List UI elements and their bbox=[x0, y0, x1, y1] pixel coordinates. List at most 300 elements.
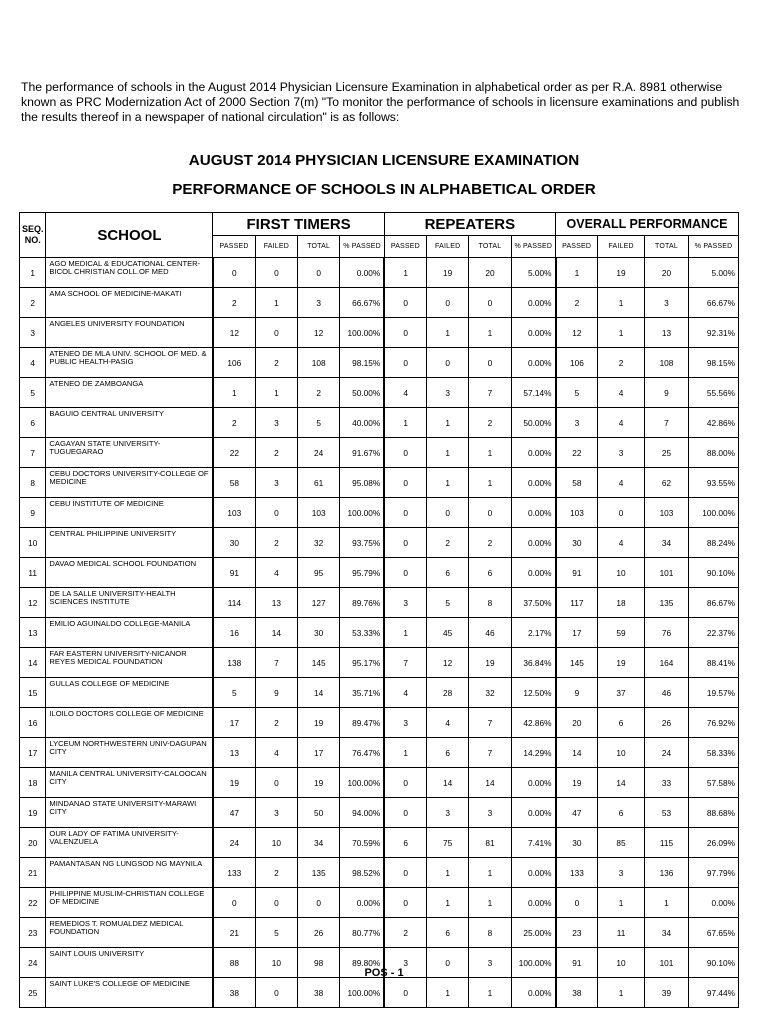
school-cell: DAVAO MEDICAL SCHOOL FOUNDATION bbox=[46, 558, 213, 588]
value-cell: 24 bbox=[298, 438, 340, 468]
seq-cell: 3 bbox=[20, 318, 46, 348]
value-cell: 0 bbox=[384, 528, 426, 558]
value-cell: 95 bbox=[298, 558, 340, 588]
school-cell: BAGUIO CENTRAL UNIVERSITY bbox=[46, 408, 213, 438]
table-row bbox=[20, 528, 739, 558]
value-cell: 59 bbox=[598, 618, 645, 648]
value-cell: 88 bbox=[213, 948, 255, 978]
value-cell: 19 bbox=[598, 258, 645, 288]
value-cell: 19 bbox=[469, 648, 511, 678]
value-cell: 0 bbox=[469, 288, 511, 318]
percent-cell: 88.68% bbox=[689, 798, 739, 828]
value-cell: 45 bbox=[427, 618, 469, 648]
percent-cell: 0.00% bbox=[511, 858, 555, 888]
school-cell: AMA SCHOOL OF MEDICINE-MAKATI bbox=[46, 288, 213, 318]
value-cell: 3 bbox=[427, 378, 469, 408]
value-cell: 3 bbox=[469, 798, 511, 828]
percent-cell: 98.52% bbox=[340, 858, 384, 888]
percent-cell: 89.80% bbox=[340, 948, 384, 978]
value-cell: 135 bbox=[644, 588, 688, 618]
table-row bbox=[20, 318, 739, 348]
percent-cell: 0.00% bbox=[511, 768, 555, 798]
table-row bbox=[20, 408, 739, 438]
value-cell: 6 bbox=[598, 708, 645, 738]
seq-cell: 5 bbox=[20, 378, 46, 408]
value-cell: 5 bbox=[255, 918, 297, 948]
value-cell: 1 bbox=[469, 438, 511, 468]
seq-cell: 23 bbox=[20, 918, 46, 948]
school-header: SCHOOL bbox=[46, 213, 213, 258]
value-cell: 4 bbox=[384, 678, 426, 708]
seq-cell: 1 bbox=[20, 258, 46, 288]
value-cell: 135 bbox=[298, 858, 340, 888]
school-cell: ATENEO DE ZAMBOANGA bbox=[46, 378, 213, 408]
value-cell: 1 bbox=[598, 888, 645, 918]
column-header: % PASSED bbox=[340, 236, 384, 258]
value-cell: 103 bbox=[213, 498, 255, 528]
percent-cell: 100.00% bbox=[340, 318, 384, 348]
seq-cell: 14 bbox=[20, 648, 46, 678]
percent-cell: 76.47% bbox=[340, 738, 384, 768]
value-cell: 106 bbox=[556, 348, 598, 378]
value-cell: 2 bbox=[213, 408, 255, 438]
value-cell: 0 bbox=[213, 258, 255, 288]
value-cell: 0 bbox=[384, 768, 426, 798]
value-cell: 2 bbox=[598, 348, 645, 378]
column-header: % PASSED bbox=[511, 236, 555, 258]
percent-cell: 57.14% bbox=[511, 378, 555, 408]
value-cell: 1 bbox=[427, 468, 469, 498]
school-cell: CAGAYAN STATE UNIVERSITY-TUGUEGARAO bbox=[46, 438, 213, 468]
value-cell: 61 bbox=[298, 468, 340, 498]
value-cell: 62 bbox=[644, 468, 688, 498]
percent-cell: 95.79% bbox=[340, 558, 384, 588]
value-cell: 19 bbox=[213, 768, 255, 798]
value-cell: 22 bbox=[556, 438, 598, 468]
value-cell: 38 bbox=[298, 978, 340, 1008]
value-cell: 46 bbox=[644, 678, 688, 708]
value-cell: 14 bbox=[469, 768, 511, 798]
school-cell: FAR EASTERN UNIVERSITY-NICANOR REYES MEDICAL FOUNDATION bbox=[46, 648, 213, 678]
value-cell: 13 bbox=[213, 738, 255, 768]
value-cell: 0 bbox=[255, 318, 297, 348]
value-cell: 22 bbox=[213, 438, 255, 468]
value-cell: 0 bbox=[556, 888, 598, 918]
overall-performance-header: OVERALL PERFORMANCE bbox=[556, 213, 739, 236]
table-row bbox=[20, 858, 739, 888]
school-cell: GULLAS COLLEGE OF MEDICINE bbox=[46, 678, 213, 708]
value-cell: 3 bbox=[255, 468, 297, 498]
value-cell: 24 bbox=[644, 738, 688, 768]
percent-cell: 97.44% bbox=[689, 978, 739, 1008]
value-cell: 10 bbox=[598, 738, 645, 768]
school-cell: REMEDIOS T. ROMUALDEZ MEDICAL FOUNDATION bbox=[46, 918, 213, 948]
table-row bbox=[20, 708, 739, 738]
column-header: FAILED bbox=[427, 236, 469, 258]
value-cell: 14 bbox=[556, 738, 598, 768]
percent-cell: 0.00% bbox=[511, 978, 555, 1008]
value-cell: 23 bbox=[556, 918, 598, 948]
percent-cell: 93.75% bbox=[340, 528, 384, 558]
value-cell: 0 bbox=[427, 288, 469, 318]
percent-cell: 88.00% bbox=[689, 438, 739, 468]
value-cell: 0 bbox=[384, 978, 426, 1008]
document-subtitle: PERFORMANCE OF SCHOOLS IN ALPHABETICAL ORDER bbox=[172, 181, 596, 198]
table-row bbox=[20, 438, 739, 468]
school-cell: MANILA CENTRAL UNIVERSITY-CALOOCAN CITY bbox=[46, 768, 213, 798]
seq-cell: 11 bbox=[20, 558, 46, 588]
value-cell: 145 bbox=[556, 648, 598, 678]
value-cell: 32 bbox=[469, 678, 511, 708]
value-cell: 20 bbox=[644, 258, 688, 288]
column-header: % PASSED bbox=[689, 236, 739, 258]
value-cell: 1 bbox=[598, 318, 645, 348]
percent-cell: 66.67% bbox=[340, 288, 384, 318]
value-cell: 10 bbox=[598, 948, 645, 978]
value-cell: 2 bbox=[213, 288, 255, 318]
value-cell: 2 bbox=[469, 528, 511, 558]
seq-cell: 8 bbox=[20, 468, 46, 498]
percent-cell: 0.00% bbox=[340, 258, 384, 288]
column-header: FAILED bbox=[255, 236, 297, 258]
percent-cell: 2.17% bbox=[511, 618, 555, 648]
value-cell: 1 bbox=[427, 408, 469, 438]
seq-cell: 15 bbox=[20, 678, 46, 708]
seq-cell: 6 bbox=[20, 408, 46, 438]
value-cell: 34 bbox=[644, 918, 688, 948]
value-cell: 26 bbox=[644, 708, 688, 738]
intro-paragraph: The performance of schools in the August 2014 Physician Licensure Examination in alphabetical order as per R.A. 8981 otherwise known as PRC Modernization Act of 2000 Section 7(m) "To monitor the performance of schools in licensure examinations and publish the results thereof in a newspaper of national circulation" is as follows: bbox=[21, 80, 740, 124]
value-cell: 2 bbox=[255, 708, 297, 738]
percent-cell: 35.71% bbox=[340, 678, 384, 708]
value-cell: 50 bbox=[298, 798, 340, 828]
percent-cell: 0.00% bbox=[511, 318, 555, 348]
table-row bbox=[20, 588, 739, 618]
value-cell: 58 bbox=[556, 468, 598, 498]
table-row bbox=[20, 798, 739, 828]
value-cell: 0 bbox=[427, 348, 469, 378]
percent-cell: 80.77% bbox=[340, 918, 384, 948]
value-cell: 4 bbox=[598, 468, 645, 498]
seq-cell: 24 bbox=[20, 948, 46, 978]
value-cell: 10 bbox=[255, 828, 297, 858]
value-cell: 6 bbox=[598, 798, 645, 828]
school-cell: DE LA SALLE UNIVERSITY-HEALTH SCIENCES INSTITUTE bbox=[46, 588, 213, 618]
percent-cell: 0.00% bbox=[511, 558, 555, 588]
value-cell: 98 bbox=[298, 948, 340, 978]
value-cell: 46 bbox=[469, 618, 511, 648]
value-cell: 1 bbox=[427, 318, 469, 348]
value-cell: 103 bbox=[644, 498, 688, 528]
percent-cell: 90.10% bbox=[689, 948, 739, 978]
value-cell: 33 bbox=[644, 768, 688, 798]
value-cell: 115 bbox=[644, 828, 688, 858]
school-cell: CEBU INSTITUTE OF MEDICINE bbox=[46, 498, 213, 528]
table-row bbox=[20, 288, 739, 318]
value-cell: 20 bbox=[469, 258, 511, 288]
value-cell: 0 bbox=[598, 498, 645, 528]
value-cell: 6 bbox=[384, 828, 426, 858]
school-cell: EMILIO AGUINALDO COLLEGE-MANILA bbox=[46, 618, 213, 648]
table-row bbox=[20, 618, 739, 648]
value-cell: 3 bbox=[384, 708, 426, 738]
percent-cell: 58.33% bbox=[689, 738, 739, 768]
value-cell: 19 bbox=[556, 768, 598, 798]
value-cell: 5 bbox=[213, 678, 255, 708]
percent-cell: 12.50% bbox=[511, 678, 555, 708]
value-cell: 30 bbox=[298, 618, 340, 648]
percent-cell: 42.86% bbox=[689, 408, 739, 438]
percent-cell: 5.00% bbox=[511, 258, 555, 288]
value-cell: 6 bbox=[427, 558, 469, 588]
value-cell: 3 bbox=[255, 798, 297, 828]
value-cell: 0 bbox=[384, 348, 426, 378]
value-cell: 17 bbox=[213, 708, 255, 738]
school-cell: OUR LADY OF FATIMA UNIVERSITY-VALENZUELA bbox=[46, 828, 213, 858]
value-cell: 0 bbox=[384, 498, 426, 528]
value-cell: 133 bbox=[556, 858, 598, 888]
percent-cell: 95.08% bbox=[340, 468, 384, 498]
value-cell: 2 bbox=[427, 528, 469, 558]
column-header: FAILED bbox=[598, 236, 645, 258]
table-body bbox=[20, 258, 739, 1008]
value-cell: 0 bbox=[427, 948, 469, 978]
value-cell: 1 bbox=[644, 888, 688, 918]
value-cell: 1 bbox=[384, 258, 426, 288]
value-cell: 3 bbox=[255, 408, 297, 438]
value-cell: 19 bbox=[298, 768, 340, 798]
value-cell: 8 bbox=[469, 918, 511, 948]
value-cell: 0 bbox=[298, 258, 340, 288]
seq-cell: 18 bbox=[20, 768, 46, 798]
value-cell: 1 bbox=[469, 858, 511, 888]
percent-cell: 91.67% bbox=[340, 438, 384, 468]
percent-cell: 100.00% bbox=[689, 498, 739, 528]
school-cell: AGO MEDICAL & EDUCATIONAL CENTER-BICOL CHRISTIAN COLL.OF MED bbox=[46, 258, 213, 288]
value-cell: 5 bbox=[298, 408, 340, 438]
percent-cell: 36.84% bbox=[511, 648, 555, 678]
percent-cell: 55.56% bbox=[689, 378, 739, 408]
value-cell: 0 bbox=[298, 888, 340, 918]
value-cell: 37 bbox=[598, 678, 645, 708]
value-cell: 19 bbox=[427, 258, 469, 288]
school-cell: ATENEO DE MLA UNIV. SCHOOL OF MED. & PUBLIC HEALTH-PASIG bbox=[46, 348, 213, 378]
first-timers-header: FIRST TIMERS bbox=[213, 213, 384, 236]
value-cell: 76 bbox=[644, 618, 688, 648]
percent-cell: 50.00% bbox=[511, 408, 555, 438]
percent-cell: 98.15% bbox=[340, 348, 384, 378]
value-cell: 2 bbox=[469, 408, 511, 438]
table-row bbox=[20, 558, 739, 588]
value-cell: 8 bbox=[469, 588, 511, 618]
value-cell: 0 bbox=[255, 258, 297, 288]
percent-cell: 93.55% bbox=[689, 468, 739, 498]
value-cell: 39 bbox=[644, 978, 688, 1008]
value-cell: 4 bbox=[598, 378, 645, 408]
percent-cell: 25.00% bbox=[511, 918, 555, 948]
value-cell: 1 bbox=[598, 288, 645, 318]
value-cell: 127 bbox=[298, 588, 340, 618]
value-cell: 1 bbox=[427, 978, 469, 1008]
column-header: TOTAL bbox=[469, 236, 511, 258]
column-header: PASSED bbox=[556, 236, 598, 258]
school-cell: ILOILO DOCTORS COLLEGE OF MEDICINE bbox=[46, 708, 213, 738]
value-cell: 3 bbox=[598, 858, 645, 888]
percent-cell: 0.00% bbox=[689, 888, 739, 918]
seq-cell: 9 bbox=[20, 498, 46, 528]
value-cell: 2 bbox=[255, 528, 297, 558]
value-cell: 26 bbox=[298, 918, 340, 948]
value-cell: 25 bbox=[644, 438, 688, 468]
value-cell: 4 bbox=[598, 408, 645, 438]
percent-cell: 90.10% bbox=[689, 558, 739, 588]
value-cell: 1 bbox=[469, 318, 511, 348]
value-cell: 19 bbox=[298, 708, 340, 738]
percent-cell: 5.00% bbox=[689, 258, 739, 288]
percent-cell: 22.37% bbox=[689, 618, 739, 648]
value-cell: 10 bbox=[255, 948, 297, 978]
table-row bbox=[20, 378, 739, 408]
value-cell: 4 bbox=[598, 528, 645, 558]
value-cell: 75 bbox=[427, 828, 469, 858]
value-cell: 4 bbox=[255, 738, 297, 768]
value-cell: 103 bbox=[556, 498, 598, 528]
percent-cell: 70.59% bbox=[340, 828, 384, 858]
seq-cell: 2 bbox=[20, 288, 46, 318]
value-cell: 114 bbox=[213, 588, 255, 618]
value-cell: 7 bbox=[469, 378, 511, 408]
value-cell: 12 bbox=[213, 318, 255, 348]
value-cell: 1 bbox=[598, 978, 645, 1008]
value-cell: 20 bbox=[556, 708, 598, 738]
percent-cell: 89.76% bbox=[340, 588, 384, 618]
value-cell: 32 bbox=[298, 528, 340, 558]
value-cell: 58 bbox=[213, 468, 255, 498]
value-cell: 9 bbox=[556, 678, 598, 708]
school-cell: MINDANAO STATE UNIVERSITY-MARAWI CITY bbox=[46, 798, 213, 828]
value-cell: 21 bbox=[213, 918, 255, 948]
value-cell: 1 bbox=[427, 858, 469, 888]
value-cell: 12 bbox=[556, 318, 598, 348]
seq-cell: 20 bbox=[20, 828, 46, 858]
group-header-row bbox=[20, 213, 739, 236]
percent-cell: 95.17% bbox=[340, 648, 384, 678]
value-cell: 101 bbox=[644, 948, 688, 978]
value-cell: 1 bbox=[255, 288, 297, 318]
value-cell: 85 bbox=[598, 828, 645, 858]
value-cell: 3 bbox=[384, 948, 426, 978]
table-row bbox=[20, 828, 739, 858]
seq-cell: 10 bbox=[20, 528, 46, 558]
value-cell: 14 bbox=[598, 768, 645, 798]
value-cell: 2 bbox=[384, 918, 426, 948]
value-cell: 1 bbox=[255, 378, 297, 408]
seq-cell: 16 bbox=[20, 708, 46, 738]
value-cell: 17 bbox=[298, 738, 340, 768]
value-cell: 1 bbox=[556, 258, 598, 288]
percent-cell: 88.41% bbox=[689, 648, 739, 678]
school-cell: PHILIPPINE MUSLIM-CHRISTIAN COLLEGE OF MEDICINE bbox=[46, 888, 213, 918]
percent-cell: 37.50% bbox=[511, 588, 555, 618]
seq-cell: 12 bbox=[20, 588, 46, 618]
percent-cell: 40.00% bbox=[340, 408, 384, 438]
percent-cell: 98.15% bbox=[689, 348, 739, 378]
percent-cell: 53.33% bbox=[340, 618, 384, 648]
percent-cell: 100.00% bbox=[340, 498, 384, 528]
value-cell: 91 bbox=[556, 948, 598, 978]
value-cell: 2 bbox=[556, 288, 598, 318]
value-cell: 19 bbox=[598, 648, 645, 678]
value-cell: 1 bbox=[427, 438, 469, 468]
value-cell: 24 bbox=[213, 828, 255, 858]
value-cell: 7 bbox=[255, 648, 297, 678]
value-cell: 101 bbox=[644, 558, 688, 588]
value-cell: 1 bbox=[469, 468, 511, 498]
school-cell: ANGELES UNIVERSITY FOUNDATION bbox=[46, 318, 213, 348]
value-cell: 4 bbox=[384, 378, 426, 408]
percent-cell: 0.00% bbox=[511, 468, 555, 498]
seq-cell: 19 bbox=[20, 798, 46, 828]
table-row bbox=[20, 888, 739, 918]
value-cell: 1 bbox=[427, 888, 469, 918]
value-cell: 5 bbox=[427, 588, 469, 618]
percent-cell: 0.00% bbox=[511, 528, 555, 558]
value-cell: 2 bbox=[255, 438, 297, 468]
value-cell: 30 bbox=[213, 528, 255, 558]
value-cell: 4 bbox=[427, 708, 469, 738]
value-cell: 3 bbox=[384, 588, 426, 618]
table-row bbox=[20, 738, 739, 768]
value-cell: 6 bbox=[427, 738, 469, 768]
table-row bbox=[20, 918, 739, 948]
percent-cell: 100.00% bbox=[511, 948, 555, 978]
page-number: POS - 1 bbox=[364, 967, 404, 979]
value-cell: 91 bbox=[213, 558, 255, 588]
percent-cell: 42.86% bbox=[511, 708, 555, 738]
value-cell: 34 bbox=[298, 828, 340, 858]
percent-cell: 88.24% bbox=[689, 528, 739, 558]
value-cell: 2 bbox=[255, 858, 297, 888]
column-header: TOTAL bbox=[644, 236, 688, 258]
table-row bbox=[20, 678, 739, 708]
value-cell: 47 bbox=[213, 798, 255, 828]
value-cell: 1 bbox=[384, 618, 426, 648]
seq-cell: 21 bbox=[20, 858, 46, 888]
value-cell: 53 bbox=[644, 798, 688, 828]
value-cell: 91 bbox=[556, 558, 598, 588]
percent-cell: 0.00% bbox=[511, 438, 555, 468]
value-cell: 145 bbox=[298, 648, 340, 678]
percent-cell: 0.00% bbox=[511, 798, 555, 828]
results-table bbox=[19, 212, 739, 1008]
column-header: PASSED bbox=[213, 236, 255, 258]
value-cell: 17 bbox=[556, 618, 598, 648]
table-row bbox=[20, 348, 739, 378]
value-cell: 0 bbox=[469, 348, 511, 378]
table-row bbox=[20, 258, 739, 288]
percent-cell: 0.00% bbox=[511, 888, 555, 918]
percent-cell: 0.00% bbox=[340, 888, 384, 918]
value-cell: 0 bbox=[384, 798, 426, 828]
percent-cell: 86.67% bbox=[689, 588, 739, 618]
value-cell: 38 bbox=[556, 978, 598, 1008]
value-cell: 1 bbox=[213, 378, 255, 408]
value-cell: 34 bbox=[644, 528, 688, 558]
seq-cell: 25 bbox=[20, 978, 46, 1008]
value-cell: 9 bbox=[644, 378, 688, 408]
value-cell: 136 bbox=[644, 858, 688, 888]
value-cell: 4 bbox=[255, 558, 297, 588]
